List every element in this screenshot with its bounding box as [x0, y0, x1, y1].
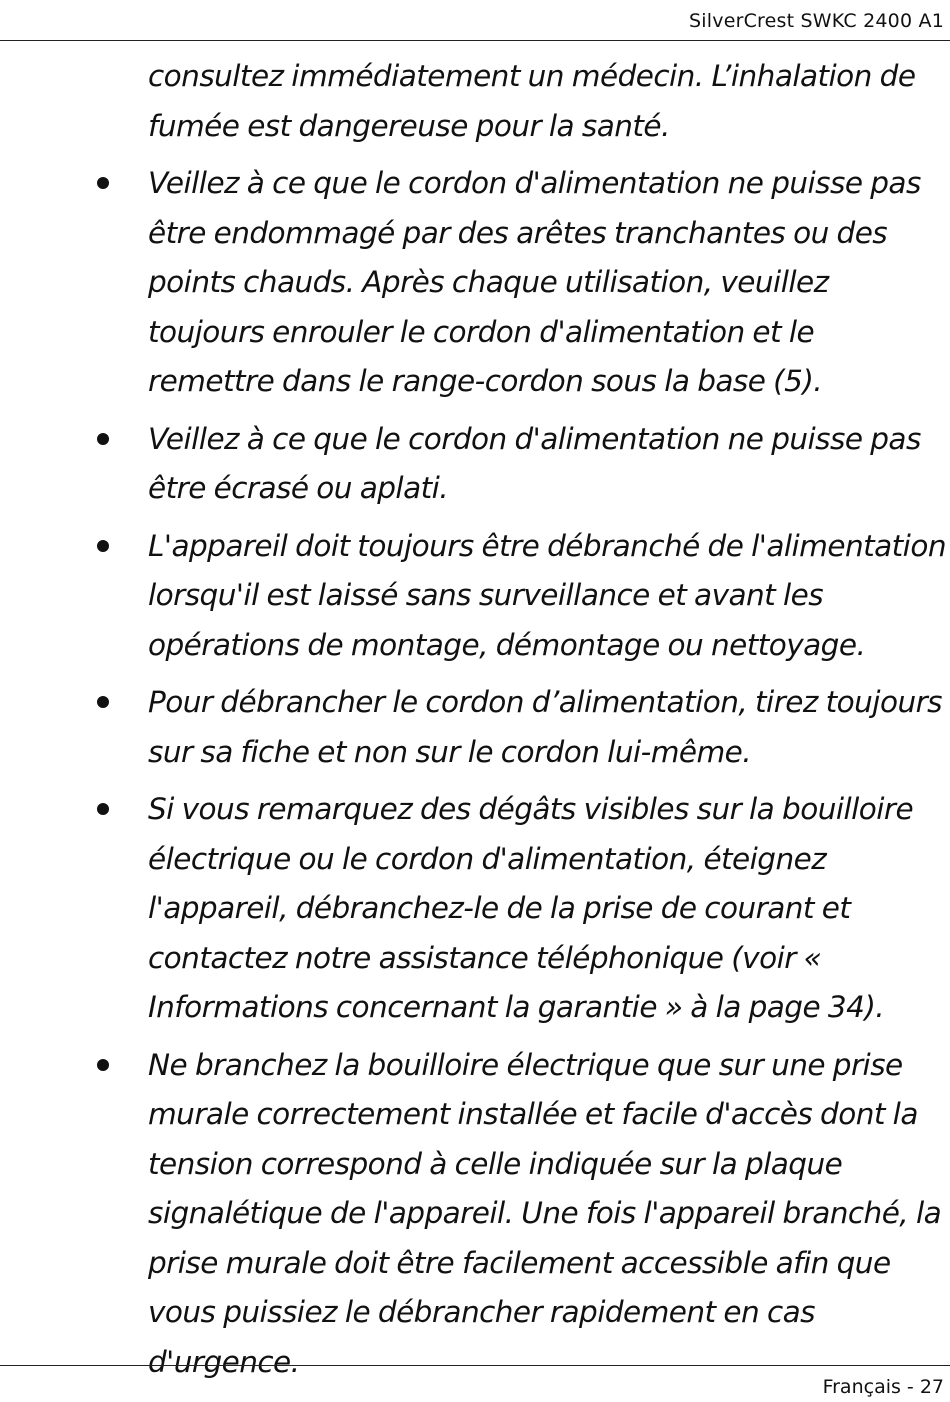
bullet-icon: [97, 696, 109, 708]
bullet-icon: [97, 540, 109, 552]
bullet-text: Veillez à ce que le cordon d'alimentation ne puisse pas être endommagé par des arêtes tranchantes ou des points chauds. Après chaque utilisation, veuillez toujours enrouler le cordon d'alimentation et le remettre dans le range-cordon sous la base (5).: [148, 166, 921, 398]
bullet-item: [0, 415, 950, 514]
bullet-item: [0, 678, 950, 777]
bullet-text: Ne branchez la bouilloire électrique que sur une prise murale correctement installée et facile d'accès dont la tension correspond à celle indiquée sur la plaque signalétique de l'appareil. Une fois l'appareil branché, la prise murale doit être facilement accessible afin que vous puissiez le débrancher rapidement en cas d'urgence.: [148, 1047, 942, 1379]
page-footer: [0, 1365, 950, 1402]
bullet-text: L'appareil doit toujours être débranché de l'alimentation lorsqu'il est laissé sans surveillance et avant les opérations de montage, démontage ou nettoyage.: [148, 528, 946, 662]
bullet-icon: [97, 803, 109, 815]
bullet-item: [0, 1041, 950, 1388]
bullet-item: [0, 522, 950, 671]
bullet-icon: [97, 433, 109, 445]
document-title: SilverCrest SWKC 2400 A1: [689, 10, 944, 32]
page-number-label: Français - 27: [822, 1376, 944, 1398]
bullet-text: Pour débrancher le cordon d’alimentation, tirez toujours sur sa fiche et non sur le cordon lui-même.: [148, 685, 942, 769]
bullet-text: Veillez à ce que le cordon d'alimentation ne puisse pas être écrasé ou aplati.: [148, 421, 921, 505]
bullet-icon: [97, 177, 109, 189]
continuation-paragraph: consultez immédiatement un médecin. L’inhalation de fumée est dangereuse pour la santé.: [148, 59, 916, 143]
bullet-text: Si vous remarquez des dégâts visibles sur la bouilloire électrique ou le cordon d'alimentation, éteignez l'appareil, débranchez-le de la prise de courant et contactez notre assistance téléphonique (voir « Informations concernant la garantie » à la page 34).: [148, 792, 914, 1024]
bullet-item: [0, 159, 950, 407]
page-content: [0, 52, 950, 1387]
page-header: [0, 0, 950, 41]
bullet-item: [0, 785, 950, 1033]
bullet-icon: [97, 1059, 109, 1071]
